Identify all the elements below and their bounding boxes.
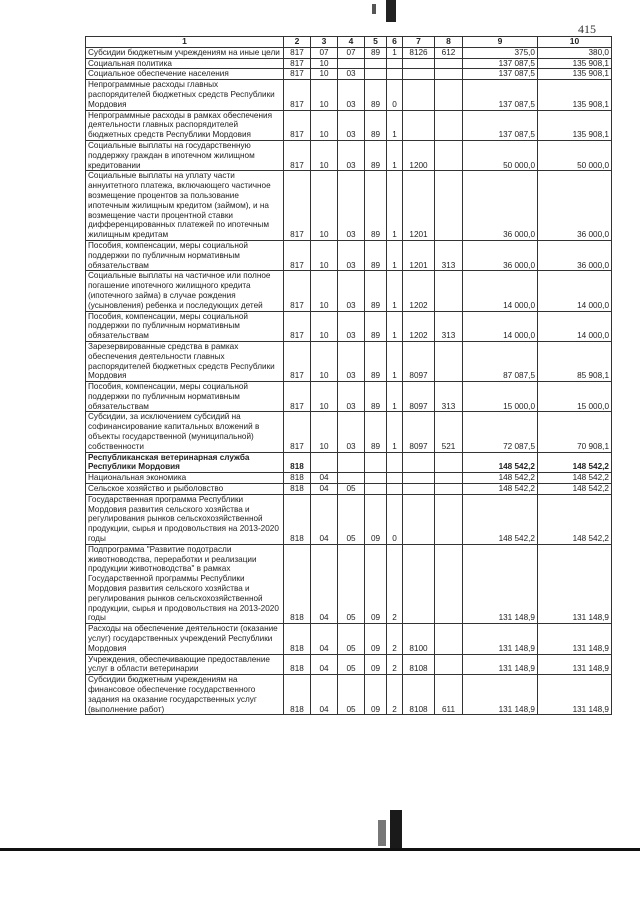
subsection-cell: 03 <box>338 271 365 311</box>
amount-year2-cell: 131 148,9 <box>538 544 612 623</box>
amount-year1-cell: 131 148,9 <box>463 544 538 623</box>
program-cell <box>365 58 387 69</box>
table-row <box>86 675 612 715</box>
column-header: 10 <box>538 37 612 48</box>
amount-year2-cell: 148 542,2 <box>538 494 612 544</box>
amount-year2-cell: 131 148,9 <box>538 675 612 715</box>
row-name-cell: Пособия, компенсации, меры социальной поддержки по публичным нормативным обязательствам <box>86 311 284 341</box>
admin-code-cell: 818 <box>284 544 311 623</box>
scan-artifact-top <box>386 0 396 22</box>
subprogram-cell: 1 <box>387 110 403 140</box>
section-cell: 10 <box>311 80 338 110</box>
row-name-cell: Социальное обеспечение населения <box>86 69 284 80</box>
amount-year2-cell: 36 000,0 <box>538 171 612 241</box>
subprogram-cell: 2 <box>387 654 403 675</box>
page-number: 415 <box>578 22 596 36</box>
amount-year1-cell: 148 542,2 <box>463 452 538 473</box>
column-header: 5 <box>365 37 387 48</box>
amount-year1-cell: 15 000,0 <box>463 382 538 412</box>
subsection-cell: 03 <box>338 311 365 341</box>
target-item-cell: 8097 <box>403 412 435 452</box>
target-item-cell: 8108 <box>403 654 435 675</box>
admin-code-cell: 817 <box>284 47 311 58</box>
amount-year1-cell: 137 087,5 <box>463 80 538 110</box>
admin-code-cell: 817 <box>284 341 311 381</box>
section-cell: 10 <box>311 240 338 270</box>
expense-type-cell: 313 <box>435 240 463 270</box>
row-name-cell: Пособия, компенсации, меры социальной поддержки по публичным нормативным обязательствам <box>86 382 284 412</box>
expense-type-cell: 313 <box>435 311 463 341</box>
program-cell: 09 <box>365 544 387 623</box>
table-row <box>86 47 612 58</box>
amount-year1-cell: 87 087,5 <box>463 341 538 381</box>
section-cell: 10 <box>311 110 338 140</box>
row-name-cell: Учреждения, обеспечивающие предоставление услуг в области ветеринарии <box>86 654 284 675</box>
target-item-cell: 8108 <box>403 675 435 715</box>
amount-year2-cell: 36 000,0 <box>538 240 612 270</box>
admin-code-cell: 818 <box>284 494 311 544</box>
admin-code-cell: 817 <box>284 140 311 170</box>
subprogram-cell <box>387 69 403 80</box>
subsection-cell: 03 <box>338 140 365 170</box>
target-item-cell <box>403 80 435 110</box>
row-name-cell: Непрограммные расходы главных распорядителей бюджетных средств Республики Мордовия <box>86 80 284 110</box>
column-header: 1 <box>86 37 284 48</box>
program-cell <box>365 473 387 484</box>
table-row <box>86 484 612 495</box>
subsection-cell <box>338 452 365 473</box>
row-name-cell: Государственная программа Республики Мордовия развития сельского хозяйства и регулирования рынков сельскохозяйственной продукции, сырья и продовольствия на 2013-2020 годы <box>86 494 284 544</box>
expense-type-cell <box>435 624 463 654</box>
amount-year2-cell: 148 542,2 <box>538 473 612 484</box>
expense-type-cell <box>435 140 463 170</box>
subsection-cell: 03 <box>338 80 365 110</box>
row-name-cell: Сельское хозяйство и рыболовство <box>86 484 284 495</box>
amount-year2-cell: 135 908,1 <box>538 58 612 69</box>
admin-code-cell: 817 <box>284 58 311 69</box>
expense-type-cell <box>435 171 463 241</box>
scan-artifact-top-small <box>372 4 376 14</box>
section-cell: 04 <box>311 544 338 623</box>
subsection-cell: 05 <box>338 654 365 675</box>
target-item-cell: 8126 <box>403 47 435 58</box>
table-row <box>86 544 612 623</box>
row-name-cell: Субсидии бюджетным учреждениям на иные цели <box>86 47 284 58</box>
amount-year1-cell: 148 542,2 <box>463 494 538 544</box>
subsection-cell: 07 <box>338 47 365 58</box>
program-cell: 89 <box>365 412 387 452</box>
subprogram-cell: 2 <box>387 624 403 654</box>
expense-type-cell <box>435 544 463 623</box>
amount-year2-cell: 131 148,9 <box>538 624 612 654</box>
admin-code-cell: 818 <box>284 473 311 484</box>
subsection-cell: 03 <box>338 341 365 381</box>
admin-code-cell: 817 <box>284 240 311 270</box>
table-row <box>86 494 612 544</box>
amount-year2-cell: 85 908,1 <box>538 341 612 381</box>
column-header: 4 <box>338 37 365 48</box>
subprogram-cell: 1 <box>387 140 403 170</box>
subprogram-cell: 2 <box>387 544 403 623</box>
admin-code-cell: 817 <box>284 80 311 110</box>
amount-year1-cell: 36 000,0 <box>463 240 538 270</box>
subprogram-cell: 1 <box>387 171 403 241</box>
subprogram-cell: 1 <box>387 271 403 311</box>
row-name-cell: Расходы на обеспечение деятельности (оказание услуг) государственных учреждений Республики Мордовия <box>86 624 284 654</box>
amount-year1-cell: 137 087,5 <box>463 69 538 80</box>
table-row <box>86 412 612 452</box>
amount-year2-cell: 50 000,0 <box>538 140 612 170</box>
row-name-cell: Подпрограмма "Развитие подотрасли животноводства, переработки и реализации продукции животноводства" в рамках Государственной программы Республики Мордовия развития сельского хозяйства и регулирования рынков сельскохозяйственной продукции, сырья и продовольствия на 2013-2020 годы <box>86 544 284 623</box>
section-cell: 04 <box>311 484 338 495</box>
target-item-cell: 8097 <box>403 341 435 381</box>
program-cell: 89 <box>365 171 387 241</box>
program-cell: 89 <box>365 341 387 381</box>
table-row <box>86 58 612 69</box>
amount-year1-cell: 36 000,0 <box>463 171 538 241</box>
subprogram-cell <box>387 58 403 69</box>
amount-year1-cell: 131 148,9 <box>463 624 538 654</box>
target-item-cell: 1200 <box>403 140 435 170</box>
subsection-cell <box>338 473 365 484</box>
target-item-cell: 1201 <box>403 240 435 270</box>
admin-code-cell: 817 <box>284 69 311 80</box>
subprogram-cell: 1 <box>387 47 403 58</box>
program-cell: 89 <box>365 140 387 170</box>
subprogram-cell: 1 <box>387 412 403 452</box>
admin-code-cell: 818 <box>284 654 311 675</box>
section-cell: 10 <box>311 140 338 170</box>
admin-code-cell: 818 <box>284 675 311 715</box>
program-cell: 89 <box>365 110 387 140</box>
section-cell: 10 <box>311 311 338 341</box>
amount-year1-cell: 131 148,9 <box>463 675 538 715</box>
amount-year2-cell: 148 542,2 <box>538 484 612 495</box>
subsection-cell: 03 <box>338 382 365 412</box>
section-cell: 10 <box>311 341 338 381</box>
program-cell: 09 <box>365 624 387 654</box>
scan-artifact-bottom <box>390 810 402 848</box>
table-row <box>86 80 612 110</box>
expense-type-cell <box>435 110 463 140</box>
row-name-cell: Непрограммные расходы в рамках обеспечения деятельности главных распорядителей бюджетных средств Республики Мордовия <box>86 110 284 140</box>
section-cell: 10 <box>311 69 338 80</box>
table-row <box>86 473 612 484</box>
target-item-cell <box>403 484 435 495</box>
program-cell <box>365 484 387 495</box>
expense-type-cell: 521 <box>435 412 463 452</box>
section-cell: 10 <box>311 171 338 241</box>
section-cell: 04 <box>311 494 338 544</box>
target-item-cell <box>403 69 435 80</box>
expense-type-cell <box>435 271 463 311</box>
subprogram-cell: 0 <box>387 80 403 110</box>
table-row <box>86 110 612 140</box>
amount-year2-cell: 148 542,2 <box>538 452 612 473</box>
section-cell: 10 <box>311 58 338 69</box>
expense-type-cell <box>435 69 463 80</box>
amount-year1-cell: 72 087,5 <box>463 412 538 452</box>
amount-year1-cell: 375,0 <box>463 47 538 58</box>
subsection-cell: 03 <box>338 171 365 241</box>
subprogram-cell: 2 <box>387 675 403 715</box>
program-cell <box>365 452 387 473</box>
section-cell: 10 <box>311 382 338 412</box>
subsection-cell: 03 <box>338 110 365 140</box>
target-item-cell: 8097 <box>403 382 435 412</box>
subprogram-cell: 1 <box>387 382 403 412</box>
target-item-cell <box>403 544 435 623</box>
subprogram-cell: 1 <box>387 311 403 341</box>
amount-year2-cell: 14 000,0 <box>538 311 612 341</box>
subprogram-cell <box>387 452 403 473</box>
admin-code-cell: 817 <box>284 311 311 341</box>
subsection-cell <box>338 58 365 69</box>
amount-year2-cell: 15 000,0 <box>538 382 612 412</box>
row-name-cell: Социальная политика <box>86 58 284 69</box>
column-header: 8 <box>435 37 463 48</box>
row-name-cell: Пособия, компенсации, меры социальной поддержки по публичным нормативным обязательствам <box>86 240 284 270</box>
budget-table <box>85 36 612 715</box>
target-item-cell <box>403 58 435 69</box>
column-header: 3 <box>311 37 338 48</box>
table-body <box>86 47 612 715</box>
program-cell <box>365 69 387 80</box>
amount-year2-cell: 135 908,1 <box>538 69 612 80</box>
expense-type-cell <box>435 58 463 69</box>
table-row <box>86 69 612 80</box>
program-cell: 89 <box>365 311 387 341</box>
subprogram-cell: 0 <box>387 494 403 544</box>
subsection-cell: 03 <box>338 412 365 452</box>
amount-year1-cell: 137 087,5 <box>463 110 538 140</box>
table-row <box>86 624 612 654</box>
admin-code-cell: 817 <box>284 271 311 311</box>
amount-year1-cell: 14 000,0 <box>463 271 538 311</box>
admin-code-cell: 817 <box>284 382 311 412</box>
amount-year1-cell: 131 148,9 <box>463 654 538 675</box>
program-cell: 89 <box>365 47 387 58</box>
section-cell: 04 <box>311 473 338 484</box>
expense-type-cell <box>435 654 463 675</box>
expense-type-cell <box>435 473 463 484</box>
scan-artifact-bottom-small <box>378 820 386 846</box>
admin-code-cell: 817 <box>284 171 311 241</box>
section-cell: 04 <box>311 654 338 675</box>
amount-year2-cell: 135 908,1 <box>538 110 612 140</box>
scan-border-line <box>0 848 640 851</box>
row-name-cell: Социальные выплаты на частичное или полное погашение ипотечного жилищного кредита (ипотечного займа) в случае рождения (усыновления) ребенка и последующих детей <box>86 271 284 311</box>
program-cell: 89 <box>365 240 387 270</box>
program-cell: 89 <box>365 382 387 412</box>
section-cell: 07 <box>311 47 338 58</box>
column-header: 6 <box>387 37 403 48</box>
table-header-row <box>86 37 612 48</box>
admin-code-cell: 818 <box>284 484 311 495</box>
subprogram-cell: 1 <box>387 240 403 270</box>
target-item-cell <box>403 473 435 484</box>
subsection-cell: 05 <box>338 675 365 715</box>
amount-year1-cell: 137 087,5 <box>463 58 538 69</box>
subsection-cell: 05 <box>338 484 365 495</box>
expense-type-cell: 611 <box>435 675 463 715</box>
section-cell: 10 <box>311 271 338 311</box>
amount-year2-cell: 131 148,9 <box>538 654 612 675</box>
amount-year2-cell: 380,0 <box>538 47 612 58</box>
subsection-cell: 05 <box>338 544 365 623</box>
table-row <box>86 311 612 341</box>
row-name-cell: Субсидии, за исключением субсидий на софинансирование капитальных вложений в объекты государственной (муниципальной) собственности <box>86 412 284 452</box>
admin-code-cell: 818 <box>284 452 311 473</box>
expense-type-cell <box>435 80 463 110</box>
expense-type-cell: 612 <box>435 47 463 58</box>
section-cell: 04 <box>311 624 338 654</box>
program-cell: 89 <box>365 80 387 110</box>
column-header: 9 <box>463 37 538 48</box>
subprogram-cell <box>387 484 403 495</box>
program-cell: 09 <box>365 675 387 715</box>
subprogram-cell: 1 <box>387 341 403 381</box>
column-header: 2 <box>284 37 311 48</box>
target-item-cell <box>403 494 435 544</box>
section-cell: 10 <box>311 412 338 452</box>
program-cell: 09 <box>365 494 387 544</box>
target-item-cell: 1201 <box>403 171 435 241</box>
subsection-cell: 03 <box>338 240 365 270</box>
admin-code-cell: 818 <box>284 624 311 654</box>
amount-year1-cell: 148 542,2 <box>463 484 538 495</box>
row-name-cell: Республиканская ветеринарная служба Республики Мордовия <box>86 452 284 473</box>
column-header: 7 <box>403 37 435 48</box>
target-item-cell: 1202 <box>403 311 435 341</box>
target-item-cell: 1202 <box>403 271 435 311</box>
target-item-cell <box>403 452 435 473</box>
amount-year1-cell: 50 000,0 <box>463 140 538 170</box>
row-name-cell: Социальные выплаты на уплату части аннуитетного платежа, включающего частичное возмещение процентов за пользование ипотечным жилищным кредитом (займом), и на возмещение части процентной ставки дифференцированных платежей по ипотечным жилищным кредитам <box>86 171 284 241</box>
table-row <box>86 654 612 675</box>
expense-type-cell <box>435 484 463 495</box>
target-item-cell: 8100 <box>403 624 435 654</box>
amount-year2-cell: 14 000,0 <box>538 271 612 311</box>
row-name-cell: Социальные выплаты на государственную поддержку граждан в ипотечном жилищном кредитовании <box>86 140 284 170</box>
row-name-cell: Субсидии бюджетным учреждениям на финансовое обеспечение государственного задания на оказание государственных услуг (выполнение работ) <box>86 675 284 715</box>
amount-year2-cell: 135 908,1 <box>538 80 612 110</box>
program-cell: 89 <box>365 271 387 311</box>
expense-type-cell: 313 <box>435 382 463 412</box>
subsection-cell: 03 <box>338 69 365 80</box>
table-row <box>86 382 612 412</box>
row-name-cell: Зарезервированные средства в рамках обеспечения деятельности главных распорядителей бюджетных средств Республики Мордовия <box>86 341 284 381</box>
subsection-cell: 05 <box>338 494 365 544</box>
subprogram-cell <box>387 473 403 484</box>
subsection-cell: 05 <box>338 624 365 654</box>
table-row <box>86 140 612 170</box>
amount-year1-cell: 14 000,0 <box>463 311 538 341</box>
section-cell: 04 <box>311 675 338 715</box>
expense-type-cell <box>435 341 463 381</box>
amount-year1-cell: 148 542,2 <box>463 473 538 484</box>
target-item-cell <box>403 110 435 140</box>
admin-code-cell: 817 <box>284 412 311 452</box>
table-row <box>86 271 612 311</box>
program-cell: 09 <box>365 654 387 675</box>
table-row <box>86 171 612 241</box>
table-row <box>86 240 612 270</box>
table-row <box>86 341 612 381</box>
expense-type-cell <box>435 494 463 544</box>
section-cell <box>311 452 338 473</box>
expense-type-cell <box>435 452 463 473</box>
admin-code-cell: 817 <box>284 110 311 140</box>
amount-year2-cell: 70 908,1 <box>538 412 612 452</box>
row-name-cell: Национальная экономика <box>86 473 284 484</box>
table-row <box>86 452 612 473</box>
